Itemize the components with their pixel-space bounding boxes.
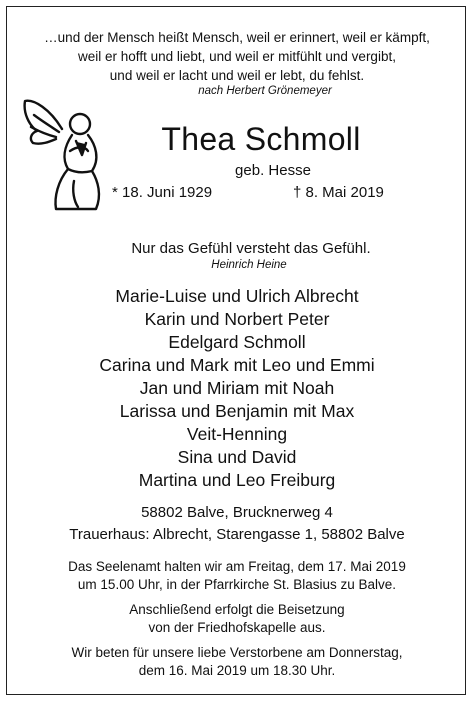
info-line-4: von der Friedhofskapelle aus.: [148, 620, 326, 635]
mourner-4: Carina und Mark mit Leo und Emmi: [99, 355, 375, 375]
info-line-6: dem 16. Mai 2019 um 18.30 Uhr.: [138, 663, 336, 678]
info-line-5: Wir beten für unsere liebe Verstorbene am Donnerstag,: [71, 645, 403, 660]
mourner-2: Karin und Norbert Peter: [144, 309, 330, 329]
info-line-3: Anschließend erfolgt die Beisetzung: [129, 602, 345, 617]
mourner-8: Sina und David: [177, 447, 297, 467]
death-date: † 8. Mai 2019: [293, 184, 384, 201]
mourner-3: Edelgard Schmoll: [168, 332, 306, 352]
motto-line-2: weil er hofft und liebt, und weil er mitfühlt und vergibt,: [78, 49, 396, 64]
quote-text: Nur das Gefühl versteht das Gefühl.: [131, 240, 371, 257]
birth-date: * 18. Juni 1929: [112, 184, 213, 201]
mourner-6: Larissa und Benjamin mit Max: [119, 401, 355, 421]
motto-line-3: und weil er lacht und weil er lebt, du fehlst.: [109, 68, 365, 83]
mourner-1: Marie-Luise und Ulrich Albrecht: [115, 286, 359, 306]
info-line-1: Das Seelenamt halten wir am Freitag, dem 17. Mai 2019: [68, 559, 406, 574]
motto-line-1: …und der Mensch heißt Mensch, weil er erinnert, weil er kämpft,: [44, 30, 430, 45]
info-line-2: um 15.00 Uhr, in der Pfarrkirche St. Blasius zu Balve.: [77, 577, 397, 592]
maiden-name: geb. Hesse: [235, 162, 311, 179]
motto-credit: nach Herbert Grönemeyer: [198, 85, 332, 97]
mourner-7: Veit-Henning: [186, 424, 288, 444]
quote-author: Heinrich Heine: [211, 259, 287, 271]
deceased-name: Thea Schmoll: [161, 121, 361, 157]
address-line-2: Trauerhaus: Albrecht, Starengasse 1, 58802 Balve: [69, 526, 405, 543]
mourner-9: Martina und Leo Freiburg: [138, 470, 336, 490]
mourner-5: Jan und Miriam mit Noah: [139, 378, 335, 398]
address-line-1: 58802 Balve, Brucknerweg 4: [141, 504, 333, 521]
